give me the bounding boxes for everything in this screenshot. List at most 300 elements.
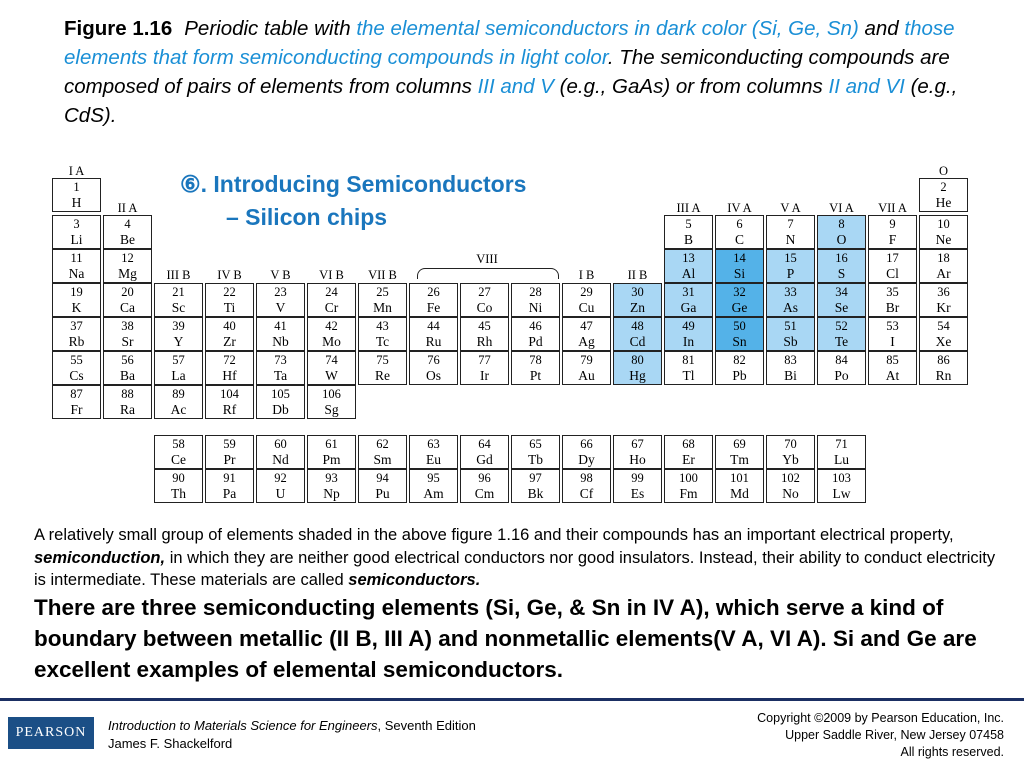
element-symbol: Li [70, 232, 83, 247]
element-symbol: Ga [680, 300, 697, 315]
atomic-number: 15 [784, 251, 797, 265]
element-cell-s [817, 249, 866, 283]
atomic-number: 69 [733, 437, 746, 451]
atomic-number: 42 [325, 319, 338, 333]
atomic-number: 49 [682, 319, 695, 333]
element-cell-yb [766, 435, 815, 469]
element-cell-cd [613, 317, 662, 351]
element-cell-rb [52, 317, 101, 351]
atomic-number: 3 [73, 217, 80, 231]
atomic-number: 63 [427, 437, 440, 451]
group-label-vib: VI B [319, 268, 344, 282]
element-symbol: Th [171, 486, 186, 501]
atomic-number: 52 [835, 319, 848, 333]
atomic-number: 60 [274, 437, 287, 451]
element-symbol: Pu [375, 486, 390, 501]
slide-title-line-2: – Silicon chips [226, 204, 388, 230]
atomic-number: 11 [70, 251, 83, 265]
element-cell-fe [409, 283, 458, 317]
atomic-number: 20 [121, 285, 134, 299]
element-symbol: Ho [629, 452, 646, 467]
element-cell-fr [52, 385, 101, 419]
atomic-number: 74 [325, 353, 338, 367]
element-symbol: Zr [223, 334, 236, 349]
element-cell-zn [613, 283, 662, 317]
element-cell-ra [103, 385, 152, 419]
element-cell-np [307, 469, 356, 503]
group-label-iia: II A [117, 201, 138, 215]
atomic-number: 26 [427, 285, 440, 299]
element-cell-rh [460, 317, 509, 351]
atomic-number: 65 [529, 437, 542, 451]
atomic-number: 30 [631, 285, 644, 299]
element-symbol: Po [834, 368, 849, 383]
atomic-number: 68 [682, 437, 695, 451]
element-cell-ta [256, 351, 305, 385]
atomic-number: 79 [580, 353, 593, 367]
element-symbol: N [785, 232, 796, 247]
element-cell-cf [562, 469, 611, 503]
term-semiconductors: semiconductors. [348, 571, 481, 589]
element-cell-pm [307, 435, 356, 469]
element-cell-tm [715, 435, 764, 469]
element-symbol: Cr [324, 300, 339, 315]
element-symbol: Mn [373, 300, 392, 315]
element-cell-la [154, 351, 203, 385]
body-sentence: A relatively small group of elements shaded in the above figure 1.16 and their compounds has an important electrical property, [34, 526, 954, 544]
atomic-number: 28 [529, 285, 542, 299]
element-cell-es [613, 469, 662, 503]
atomic-number: 18 [937, 251, 950, 265]
atomic-number: 23 [274, 285, 287, 299]
element-symbol: Rn [935, 368, 952, 383]
atomic-number: 57 [172, 353, 185, 367]
element-cell-nb [256, 317, 305, 351]
copyright-notice [757, 710, 1004, 761]
element-symbol: Bi [784, 368, 797, 383]
group-label-ivb: IV B [217, 268, 242, 282]
element-cell-ag [562, 317, 611, 351]
group-label-o: O [938, 164, 949, 178]
element-symbol: Ta [273, 368, 288, 383]
atomic-number: 38 [121, 319, 134, 333]
slide-title-line-1: ⑥. Introducing Semiconductors [180, 171, 527, 197]
element-cell-h [52, 178, 101, 212]
atomic-number: 16 [835, 251, 848, 265]
element-cell-tb [511, 435, 560, 469]
atomic-number: 14 [733, 251, 746, 265]
element-cell-mo [307, 317, 356, 351]
element-symbol: C [734, 232, 744, 247]
element-cell-n [766, 215, 815, 249]
atomic-number: 5 [685, 217, 692, 231]
group-label-via: VI A [829, 201, 854, 215]
atomic-number: 78 [529, 353, 542, 367]
element-cell-i [868, 317, 917, 351]
element-cell-md [715, 469, 764, 503]
element-symbol: Dy [578, 452, 595, 467]
atomic-number: 45 [478, 319, 491, 333]
atomic-number: 31 [682, 285, 695, 299]
element-cell-ir [460, 351, 509, 385]
atomic-number: 37 [70, 319, 83, 333]
element-cell-u [256, 469, 305, 503]
element-symbol: Mg [118, 266, 137, 281]
element-cell-ru [409, 317, 458, 351]
element-symbol: Cm [474, 486, 495, 501]
atomic-number: 99 [631, 471, 644, 485]
element-symbol: Kr [936, 300, 951, 315]
atomic-number: 41 [274, 319, 287, 333]
element-cell-ga [664, 283, 713, 317]
atomic-number: 73 [274, 353, 287, 367]
pearson-logo: PEARSON [8, 717, 94, 749]
element-cell-br [868, 283, 917, 317]
atomic-number: 1 [73, 180, 80, 194]
element-cell-lu [817, 435, 866, 469]
element-cell-c [715, 215, 764, 249]
element-cell-rn [919, 351, 968, 385]
element-cell-pu [358, 469, 407, 503]
element-cell-al [664, 249, 713, 283]
element-symbol: Ru [425, 334, 442, 349]
atomic-number: 13 [682, 251, 695, 265]
element-symbol: No [782, 486, 799, 501]
element-cell-sr [103, 317, 152, 351]
element-symbol: Er [682, 452, 695, 467]
element-symbol: La [171, 368, 186, 383]
atomic-number: 62 [376, 437, 389, 451]
element-cell-ne [919, 215, 968, 249]
element-symbol: In [682, 334, 695, 349]
element-symbol: Nd [272, 452, 289, 467]
atomic-number: 98 [580, 471, 593, 485]
body-sentence: in which they are neither good electrical conductors nor good insulators. Instead, their ability to conduct electricity is intermediate. These materials are called [34, 548, 996, 589]
element-symbol: At [885, 368, 900, 383]
element-cell-in [664, 317, 713, 351]
element-cell-ge [715, 283, 764, 317]
element-symbol: Pd [528, 334, 543, 349]
element-symbol: Be [120, 232, 135, 247]
atomic-number: 91 [223, 471, 236, 485]
element-cell-f [868, 215, 917, 249]
element-symbol: W [325, 368, 338, 383]
atomic-number: 27 [478, 285, 491, 299]
element-cell-zr [205, 317, 254, 351]
element-symbol: Co [476, 300, 493, 315]
group-label-iib: II B [627, 268, 648, 282]
atomic-number: 101 [730, 471, 749, 485]
element-cell-ac [154, 385, 203, 419]
element-cell-k [52, 283, 101, 317]
element-cell-b [664, 215, 713, 249]
element-symbol: U [275, 486, 286, 501]
atomic-number: 53 [886, 319, 899, 333]
element-symbol: Ac [170, 402, 187, 417]
element-cell-ar [919, 249, 968, 283]
element-cell-o [817, 215, 866, 249]
element-cell-tl [664, 351, 713, 385]
element-cell-db [256, 385, 305, 419]
element-symbol: Cs [69, 368, 84, 383]
atomic-number: 105 [271, 387, 290, 401]
element-symbol: As [782, 300, 798, 315]
caption-text: (e.g., CdS). [64, 75, 958, 127]
element-cell-ce [154, 435, 203, 469]
book-title: Introduction to Materials Science for Engineers [108, 718, 378, 733]
element-symbol: Pm [322, 452, 341, 467]
atomic-number: 104 [220, 387, 239, 401]
caption-highlight-dark: the elemental semiconductors in dark color (Si, Ge, Sn) [356, 17, 859, 40]
atomic-number: 24 [325, 285, 338, 299]
group-label-ib: I B [578, 268, 595, 282]
element-cell-tc [358, 317, 407, 351]
book-author: James F. Shackelford [108, 736, 233, 751]
atomic-number: 4 [124, 217, 131, 231]
element-cell-at [868, 351, 917, 385]
atomic-number: 86 [937, 353, 950, 367]
element-symbol: Fm [679, 486, 698, 501]
atomic-number: 85 [886, 353, 899, 367]
element-symbol: Ni [528, 300, 543, 315]
element-cell-er [664, 435, 713, 469]
group-label-viii: VIII [476, 252, 498, 266]
body-text [34, 524, 1004, 685]
element-cell-eu [409, 435, 458, 469]
element-symbol: Yb [782, 452, 799, 467]
element-cell-cm [460, 469, 509, 503]
element-cell-pd [511, 317, 560, 351]
element-cell-si [715, 249, 764, 283]
element-symbol: Cu [578, 300, 595, 315]
atomic-number: 36 [937, 285, 950, 299]
element-symbol: Lw [832, 486, 851, 501]
element-symbol: Np [323, 486, 340, 501]
element-cell-ho [613, 435, 662, 469]
atomic-number: 2 [940, 180, 947, 194]
element-symbol: Bk [527, 486, 544, 501]
element-symbol: Tb [528, 452, 543, 467]
element-symbol: Hg [629, 368, 646, 383]
atomic-number: 33 [784, 285, 797, 299]
atomic-number: 29 [580, 285, 593, 299]
element-symbol: Ag [578, 334, 595, 349]
element-cell-cu [562, 283, 611, 317]
atomic-number: 92 [274, 471, 287, 485]
atomic-number: 61 [325, 437, 338, 451]
atomic-number: 32 [733, 285, 746, 299]
atomic-number: 100 [679, 471, 698, 485]
atomic-number: 88 [121, 387, 134, 401]
group-label-viib: VII B [368, 268, 397, 282]
element-symbol: Es [630, 486, 645, 501]
element-cell-sg [307, 385, 356, 419]
element-symbol: Rf [222, 402, 237, 417]
slide-title [180, 168, 620, 234]
atomic-number: 72 [223, 353, 236, 367]
atomic-number: 90 [172, 471, 185, 485]
element-symbol: Pb [732, 368, 747, 383]
atomic-number: 94 [376, 471, 389, 485]
element-symbol: Tm [730, 452, 749, 467]
atomic-number: 8 [838, 217, 845, 231]
element-cell-ca [103, 283, 152, 317]
element-cell-rf [205, 385, 254, 419]
element-symbol: Fr [70, 402, 83, 417]
atomic-number: 19 [70, 285, 83, 299]
element-cell-li [52, 215, 101, 249]
element-symbol: Ra [120, 402, 135, 417]
atomic-number: 71 [835, 437, 848, 451]
element-symbol: Md [730, 486, 749, 501]
atomic-number: 51 [784, 319, 797, 333]
element-cell-cr [307, 283, 356, 317]
atomic-number: 44 [427, 319, 440, 333]
atomic-number: 106 [322, 387, 341, 401]
element-cell-hg [613, 351, 662, 385]
element-cell-bk [511, 469, 560, 503]
caption-highlight-light: those elements that form semiconducting compounds in light color [64, 17, 955, 69]
figure-label: Figure 1.16 [64, 17, 173, 40]
element-symbol: Rh [476, 334, 493, 349]
group-label-iva: IV A [727, 201, 752, 215]
atomic-number: 43 [376, 319, 389, 333]
atomic-number: 39 [172, 319, 185, 333]
atomic-number: 93 [325, 471, 338, 485]
group-label-viia: VII A [878, 201, 907, 215]
element-cell-mn [358, 283, 407, 317]
element-cell-cs [52, 351, 101, 385]
element-symbol: Sc [171, 300, 186, 315]
element-symbol: Na [68, 266, 85, 281]
element-symbol: Fe [426, 300, 441, 315]
atomic-number: 7 [787, 217, 794, 231]
atomic-number: 97 [529, 471, 542, 485]
element-symbol: Sb [783, 334, 798, 349]
atomic-number: 66 [580, 437, 593, 451]
copyright-line-2: Upper Saddle River, New Jersey 07458 [785, 728, 1004, 742]
atomic-number: 59 [223, 437, 236, 451]
atomic-number: 54 [937, 319, 950, 333]
element-symbol: H [71, 195, 82, 210]
atomic-number: 75 [376, 353, 389, 367]
atomic-number: 55 [70, 353, 83, 367]
element-symbol: Pr [223, 452, 236, 467]
atomic-number: 81 [682, 353, 695, 367]
atomic-number: 64 [478, 437, 491, 451]
atomic-number: 80 [631, 353, 644, 367]
caption-text: (e.g., GaAs) or from columns [553, 75, 829, 98]
element-cell-ti [205, 283, 254, 317]
atomic-number: 12 [121, 251, 134, 265]
caption-highlight-columns-2-6: II and VI [828, 75, 905, 98]
group-label-iiib: III B [166, 268, 191, 282]
element-symbol: Ca [120, 300, 135, 315]
element-symbol: Re [375, 368, 390, 383]
element-symbol: Os [425, 368, 441, 383]
element-symbol: V [275, 300, 286, 315]
atomic-number: 47 [580, 319, 593, 333]
element-cell-w [307, 351, 356, 385]
element-cell-os [409, 351, 458, 385]
element-symbol: B [683, 232, 693, 247]
element-cell-po [817, 351, 866, 385]
element-cell-cl [868, 249, 917, 283]
element-cell-re [358, 351, 407, 385]
element-cell-nd [256, 435, 305, 469]
element-symbol: Nb [272, 334, 289, 349]
element-symbol: Ba [120, 368, 135, 383]
group-viii-brace [417, 268, 559, 279]
element-symbol: Au [578, 368, 595, 383]
atomic-number: 25 [376, 285, 389, 299]
element-cell-sc [154, 283, 203, 317]
element-symbol: Cf [579, 486, 594, 501]
element-cell-as [766, 283, 815, 317]
element-symbol: Am [423, 486, 444, 501]
atomic-number: 95 [427, 471, 440, 485]
atomic-number: 82 [733, 353, 746, 367]
element-cell-gd [460, 435, 509, 469]
atomic-number: 40 [223, 319, 236, 333]
atomic-number: 9 [889, 217, 896, 231]
element-symbol: I [890, 334, 895, 349]
element-symbol: Ce [171, 452, 186, 467]
element-cell-pa [205, 469, 254, 503]
element-cell-au [562, 351, 611, 385]
atomic-number: 6 [736, 217, 743, 231]
group-label-iiia: III A [676, 201, 701, 215]
term-semiconduction: semiconduction, [34, 548, 166, 567]
bold-summary-paragraph: There are three semiconducting elements (Si, Ge, & Sn in IV A), which serve a kind of boundary between metallic (II B, III A) and nonmetallic elements(V A, VI A). Si and Ge are excellent examples of elemental semiconductors. [34, 594, 977, 682]
element-symbol: Al [681, 266, 696, 281]
atomic-number: 17 [886, 251, 899, 265]
element-symbol: Tc [375, 334, 390, 349]
element-cell-co [460, 283, 509, 317]
element-cell-no [766, 469, 815, 503]
atomic-number: 70 [784, 437, 797, 451]
copyright-line-1: Copyright ©2009 by Pearson Education, Inc. [757, 711, 1004, 725]
atomic-number: 34 [835, 285, 848, 299]
element-symbol: Sm [373, 452, 392, 467]
element-symbol: Sg [324, 402, 339, 417]
element-symbol: Cl [886, 266, 899, 281]
element-symbol: Ir [480, 368, 489, 383]
element-cell-sn [715, 317, 764, 351]
element-symbol: Ar [936, 266, 951, 281]
atomic-number: 89 [172, 387, 185, 401]
element-symbol: Mo [322, 334, 341, 349]
element-symbol: Ge [731, 300, 748, 315]
atomic-number: 96 [478, 471, 491, 485]
element-cell-se [817, 283, 866, 317]
element-symbol: Tl [682, 368, 695, 383]
element-cell-mg [103, 249, 152, 283]
atomic-number: 10 [937, 217, 950, 231]
element-cell-be [103, 215, 152, 249]
element-cell-pt [511, 351, 560, 385]
element-cell-ba [103, 351, 152, 385]
atomic-number: 35 [886, 285, 899, 299]
element-symbol: Gd [476, 452, 493, 467]
group-label-va: V A [780, 201, 801, 215]
element-symbol: Rb [68, 334, 85, 349]
element-cell-am [409, 469, 458, 503]
atomic-number: 76 [427, 353, 440, 367]
caption-text: Periodic table with [184, 17, 357, 40]
element-cell-th [154, 469, 203, 503]
element-cell-y [154, 317, 203, 351]
